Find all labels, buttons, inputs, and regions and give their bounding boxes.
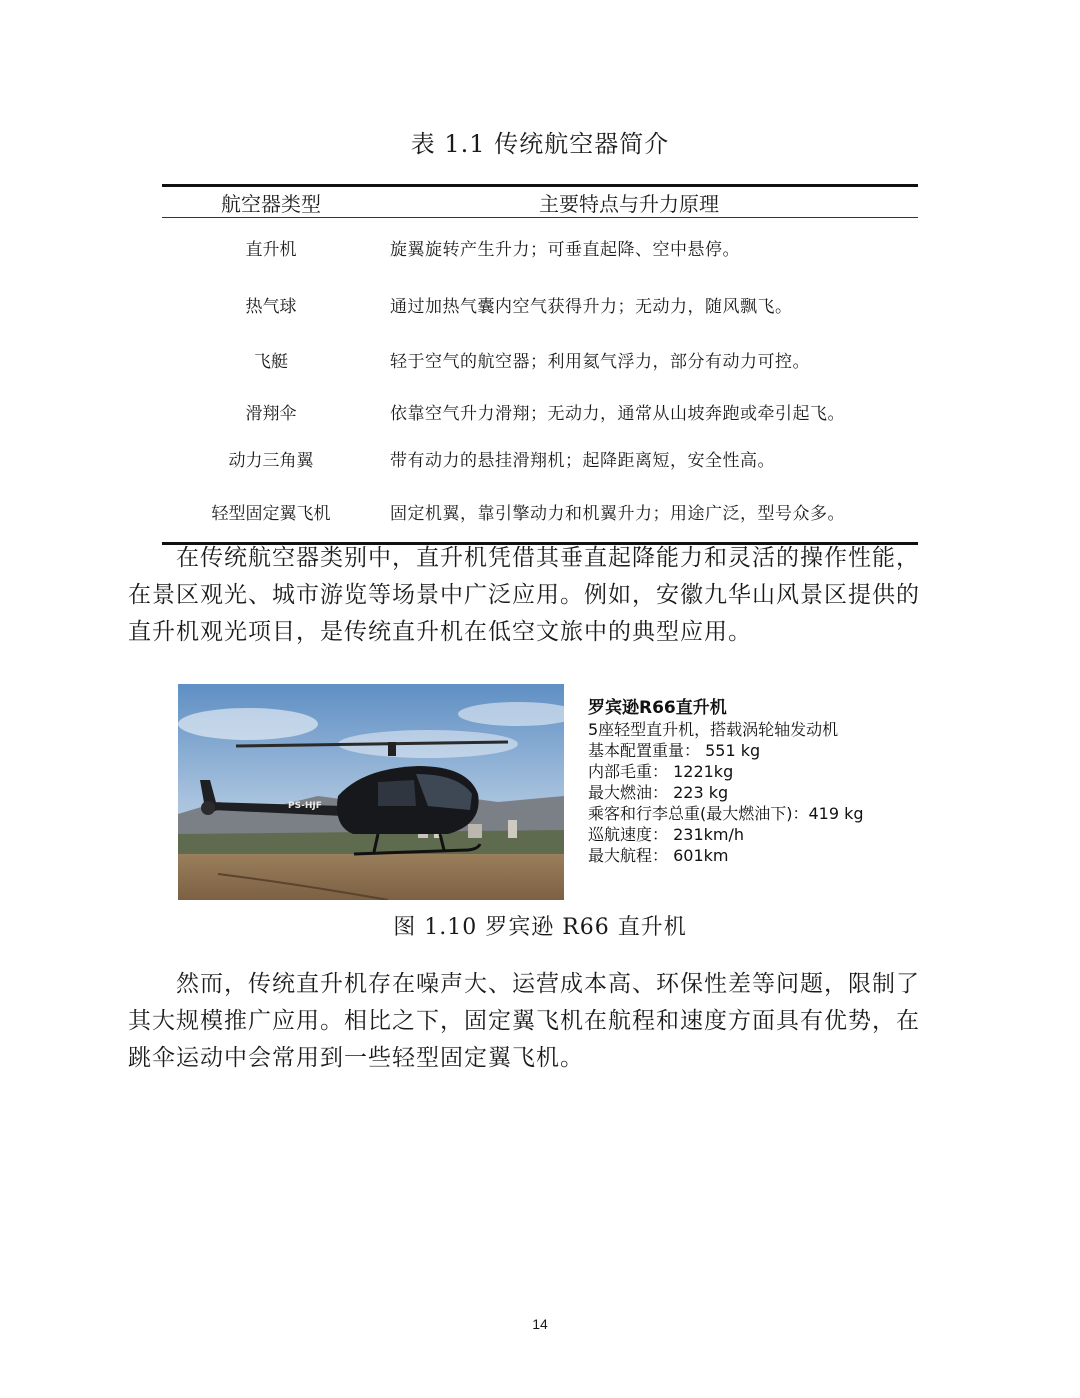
table-caption: 表 1.1 传统航空器简介 [410,130,670,158]
spec-title: 罗宾逊R66直升机 [588,698,727,718]
paragraph-line: 直升机观光项目，是传统直升机在低空文旅中的典型应用。 [128,619,752,645]
paragraph-helicopter-intro [128,540,958,651]
paragraph-limitations [128,966,958,1077]
spec-line: 5座轻型直升机，搭载涡轮轴发动机 [588,720,839,739]
helicopter-illustration [178,684,564,900]
table-cell-type: 滑翔伞 [245,403,297,424]
table-cell-desc: 旋翼旋转产生升力；可垂直起降、空中悬停。 [390,239,740,260]
page-number: 14 [532,1316,548,1332]
table-row [162,332,918,386]
spec-line: 最大航程： 601km [588,846,729,865]
table-cell-desc: 依靠空气升力滑翔；无动力，通常从山坡奔跑或牵引起飞。 [390,403,845,424]
paragraph-line: 跳伞运动中会常用到一些轻型固定翼飞机。 [128,1045,584,1071]
table-row [162,480,918,542]
figure-caption: 图 1.10 罗宾逊 R66 直升机 [393,915,687,940]
table-cell-type: 轻型固定翼飞机 [211,503,331,524]
paragraph-line: 然而，传统直升机存在噪声大、运营成本高、环保性差等问题，限制了 [176,971,920,997]
spec-line: 巡航速度： 231km/h [588,825,745,844]
table-header-features: 主要特点与升力原理 [539,191,719,216]
table-row [162,276,918,332]
table-cell-desc: 轻于空气的航空器；利用氦气浮力，部分有动力可控。 [390,351,810,372]
spec-line: 最大燃油： 223 kg [588,783,729,802]
table-cell-desc: 通过加热气囊内空气获得升力；无动力，随风飘飞。 [390,296,793,317]
table-cell-type: 热气球 [245,296,297,317]
registration-text: PS-HJF [288,801,322,811]
table-cell-type: 飞艇 [254,351,288,372]
table-header-row [162,187,918,218]
spec-line: 乘客和行李总重(最大燃油下)：419 kg [588,804,864,823]
paragraph-line: 在传统航空器类别中，直升机凭借其垂直起降能力和灵活的操作性能， [176,545,920,571]
table-cell-desc: 固定机翼，靠引擎动力和机翼升力；用途广泛，型号众多。 [390,503,845,524]
figure-r66 [178,684,902,900]
table-row [162,386,918,436]
aircraft-table [162,184,918,545]
table-cell-type: 直升机 [245,239,297,260]
paragraph-line: 其大规模推广应用。相比之下，固定翼飞机在航程和速度方面具有优势，在 [128,1008,920,1034]
spec-panel [588,698,902,866]
helicopter-photo [178,684,564,900]
table-cell-desc: 带有动力的悬挂滑翔机；起降距离短，安全性高。 [390,450,775,471]
spec-line: 内部毛重： 1221kg [588,762,734,781]
table-header-type: 航空器类型 [221,191,321,216]
table-cell-type: 动力三角翼 [228,450,314,471]
spec-line: 基本配置重量： 551 kg [588,741,761,760]
table-row [162,218,918,276]
paragraph-line: 在景区观光、城市游览等场景中广泛应用。例如，安徽九华山风景区提供的 [128,582,920,608]
table-row [162,436,918,480]
